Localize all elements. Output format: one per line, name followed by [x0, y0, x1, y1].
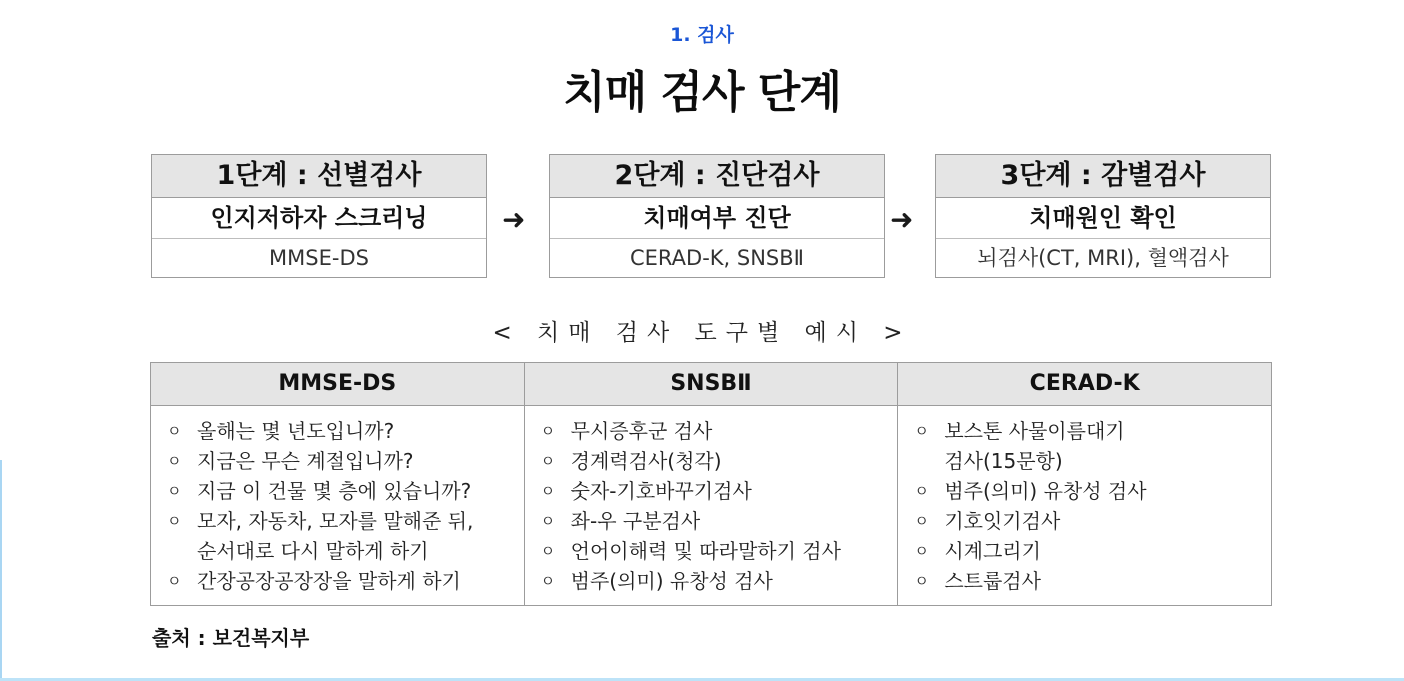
- list-item: ㅇ 보스톤 사물이름대기 검사(15문항): [914, 416, 1261, 476]
- item-list: [151, 406, 524, 596]
- list-item: ㅇ 범주(의미) 유창성 검사: [914, 476, 1261, 506]
- examples-title: < 치매 검사 도구별 예시 >: [492, 320, 912, 346]
- list-item: ㅇ 숫자-기호바꾸기검사: [541, 476, 888, 506]
- step-header: 3단계 : 감별검사: [936, 155, 1270, 198]
- step-subtitle: 치매여부 진단: [550, 198, 884, 239]
- section-label: 1. 검사: [670, 24, 734, 46]
- list-item: ㅇ 올해는 몇 년도입니까?: [167, 416, 514, 446]
- step-box-1: [151, 154, 487, 278]
- item-list: [898, 406, 1271, 596]
- table-column-snsb: [525, 363, 899, 605]
- list-item: ㅇ 스트룹검사: [914, 566, 1261, 596]
- column-header: MMSE-DS: [151, 363, 524, 406]
- step-tools: MMSE-DS: [269, 246, 369, 270]
- list-item: ㅇ 경계력검사(청각): [541, 446, 888, 476]
- column-header: SNSBⅡ: [525, 363, 898, 406]
- table-column-mmse-ds: [151, 363, 525, 605]
- table-column-cerad-k: [898, 363, 1271, 605]
- step-tools: 뇌검사(CT, MRI), 혈액검사: [977, 246, 1229, 270]
- list-item: ㅇ 간장공장공장장을 말하게 하기: [167, 566, 514, 596]
- arrow-right-icon: ➜: [890, 203, 914, 236]
- arrow-right-icon: ➜: [502, 203, 526, 236]
- step-tools: CERAD-K, SNSBⅡ: [629, 246, 805, 270]
- source-caption: 출처 : 보건복지부: [152, 626, 310, 650]
- list-item: ㅇ 시계그리기: [914, 536, 1261, 566]
- list-item: ㅇ 좌-우 구분검사: [541, 506, 888, 536]
- column-header: CERAD-K: [898, 363, 1271, 406]
- test-tools-table: [150, 362, 1272, 606]
- list-item: ㅇ 지금은 무슨 계절입니까?: [167, 446, 514, 476]
- step-box-2: [549, 154, 885, 278]
- step-box-3: [935, 154, 1271, 278]
- item-list: [525, 406, 898, 596]
- list-item: ㅇ 지금 이 건물 몇 층에 있습니까?: [167, 476, 514, 506]
- list-item: ㅇ 모자, 자동차, 모자를 말해준 뒤, 순서대로 다시 말하게 하기: [167, 506, 514, 566]
- step-header: 1단계 : 선별검사: [152, 155, 486, 198]
- list-item: ㅇ 기호잇기검사: [914, 506, 1261, 536]
- step-subtitle: 치매원인 확인: [936, 198, 1270, 239]
- step-subtitle: 인지저하자 스크리닝: [152, 198, 486, 239]
- list-item: ㅇ 무시증후군 검사: [541, 416, 888, 446]
- left-edge-accent: [0, 460, 2, 681]
- list-item: ㅇ 언어이해력 및 따라말하기 검사: [541, 536, 888, 566]
- list-item: ㅇ 범주(의미) 유창성 검사: [541, 566, 888, 596]
- page-title: 치매 검사 단계: [563, 67, 841, 118]
- step-header: 2단계 : 진단검사: [550, 155, 884, 198]
